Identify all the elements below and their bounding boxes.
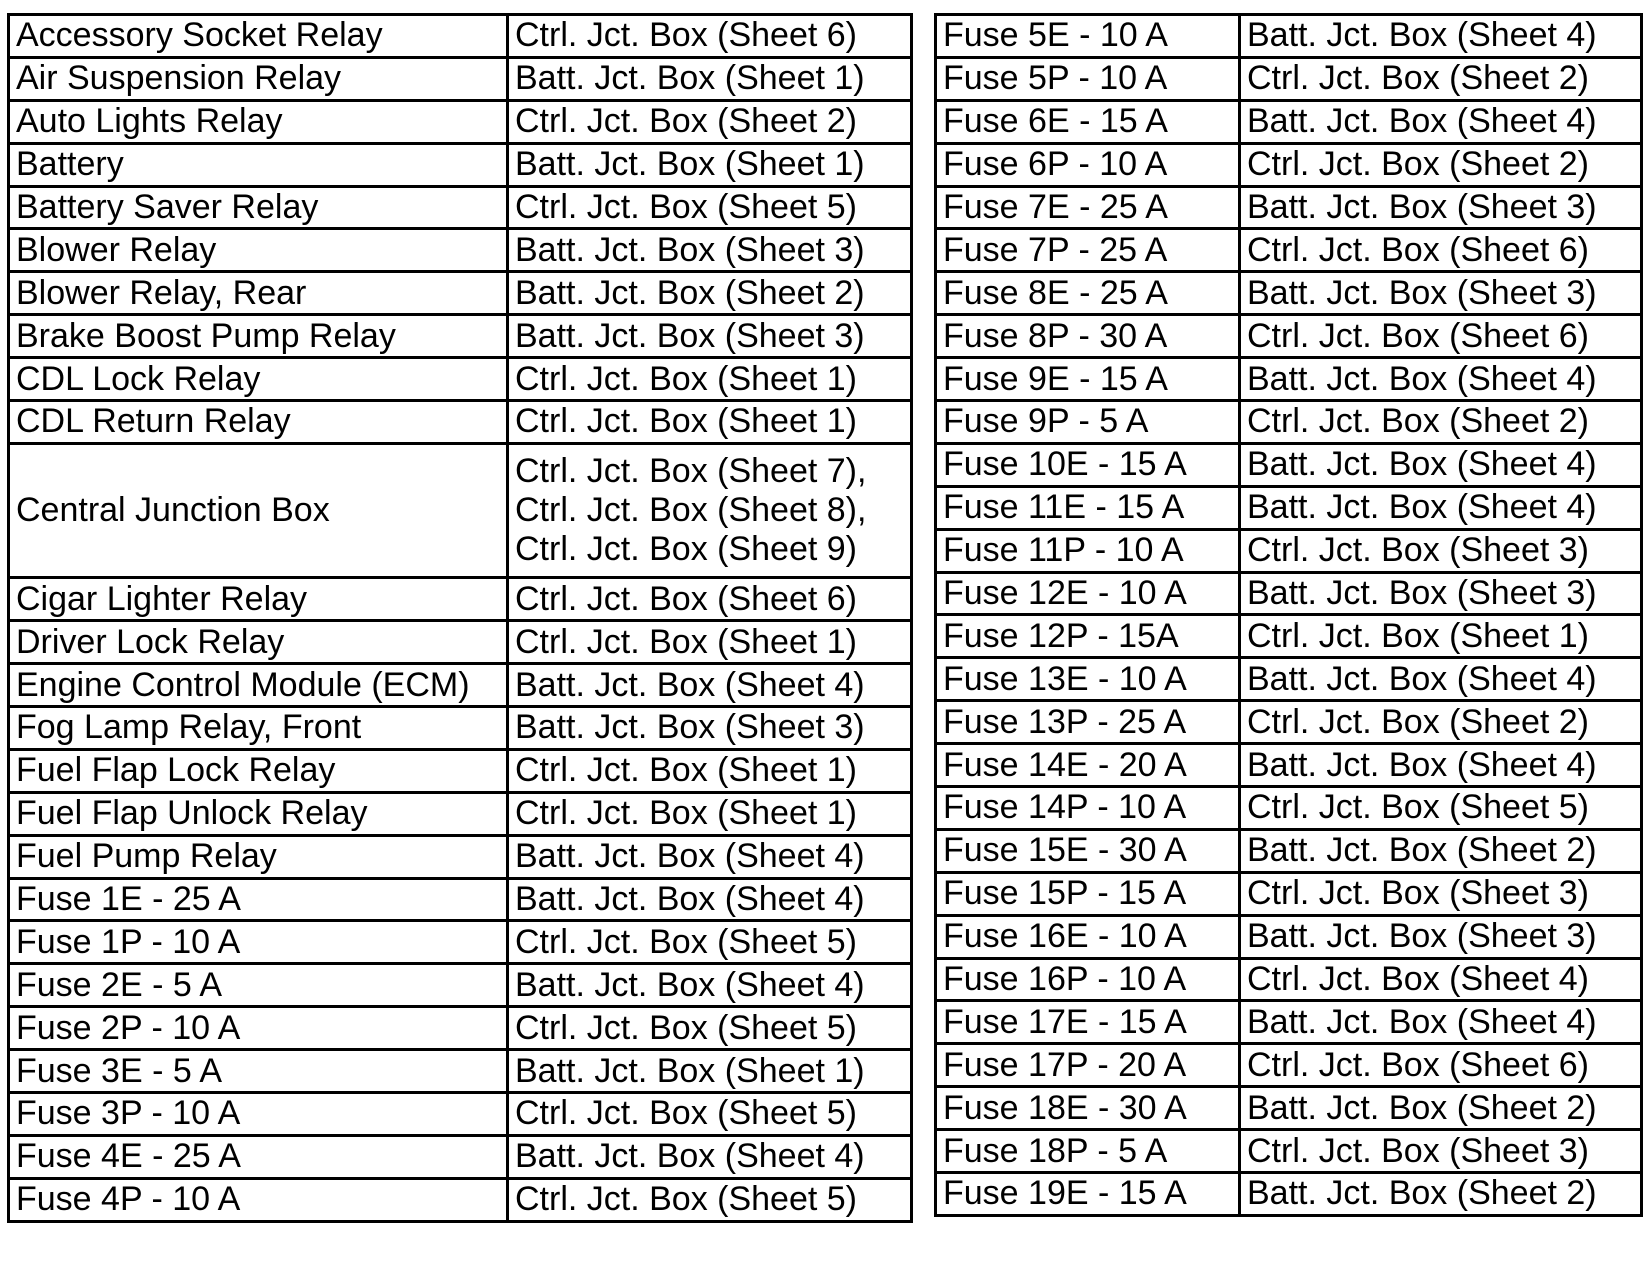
fuse-name-cell: Fuse 15E - 30 A	[936, 829, 1240, 872]
component-name-cell: Cigar Lighter Relay	[9, 578, 508, 621]
table-row	[9, 921, 912, 964]
location-cell: Batt. Jct. Box (Sheet 2)	[1240, 1173, 1642, 1216]
table-row	[9, 1178, 912, 1221]
location-cell: Batt. Jct. Box (Sheet 4)	[508, 835, 912, 878]
location-cell: Ctrl. Jct. Box (Sheet 2)	[1240, 401, 1642, 444]
fuse-name-cell: Fuse 12E - 10 A	[936, 572, 1240, 615]
location-cell: Batt. Jct. Box (Sheet 1)	[508, 143, 912, 186]
table-row	[936, 744, 1642, 787]
location-cell: Batt. Jct. Box (Sheet 4)	[508, 964, 912, 1007]
location-line: Ctrl. Jct. Box (Sheet 8),	[515, 491, 867, 530]
location-cell: Ctrl. Jct. Box (Sheet 6)	[508, 15, 912, 58]
fuse-name-cell: Fuse 9P - 5 A	[936, 401, 1240, 444]
table-row	[9, 15, 912, 58]
table-row	[9, 358, 912, 401]
fuse-name-cell: Fuse 18E - 30 A	[936, 1087, 1240, 1130]
fuse-name-cell: Fuse 13E - 10 A	[936, 658, 1240, 701]
table-row	[936, 615, 1642, 658]
component-name-cell: Fuse 2P - 10 A	[9, 1007, 508, 1050]
table-row	[9, 964, 912, 1007]
location-cell: Ctrl. Jct. Box (Sheet 2)	[1240, 701, 1642, 744]
component-name-cell: CDL Lock Relay	[9, 358, 508, 401]
fuse-name-cell: Fuse 18P - 5 A	[936, 1130, 1240, 1173]
location-cell: Ctrl. Jct. Box (Sheet 6)	[1240, 1044, 1642, 1087]
fuse-name-cell: Fuse 16P - 10 A	[936, 958, 1240, 1001]
fuse-name-cell: Fuse 17P - 20 A	[936, 1044, 1240, 1087]
table-row	[9, 186, 912, 229]
table-row	[9, 401, 912, 444]
location-cell: Ctrl. Jct. Box (Sheet 5)	[508, 1007, 912, 1050]
location-cell: Batt. Jct. Box (Sheet 4)	[508, 878, 912, 921]
table-row	[9, 578, 912, 621]
table-row	[936, 100, 1642, 143]
fuse-name-cell: Fuse 17E - 15 A	[936, 1001, 1240, 1044]
table-row	[9, 272, 912, 315]
location-cell: Batt. Jct. Box (Sheet 4)	[508, 664, 912, 707]
location-cell: Batt. Jct. Box (Sheet 4)	[1240, 1001, 1642, 1044]
table-row	[936, 529, 1642, 572]
location-cell: Batt. Jct. Box (Sheet 3)	[508, 315, 912, 358]
location-cell: Ctrl. Jct. Box (Sheet 1)	[508, 401, 912, 444]
component-name-cell: Fuse 1E - 25 A	[9, 878, 508, 921]
fuse-name-cell: Fuse 9E - 15 A	[936, 358, 1240, 401]
location-cell: Ctrl. Jct. Box (Sheet 6)	[1240, 315, 1642, 358]
fuse-name-cell: Fuse 14P - 10 A	[936, 787, 1240, 830]
table-row	[936, 443, 1642, 486]
location-cell: Batt. Jct. Box (Sheet 2)	[1240, 829, 1642, 872]
location-cell: Ctrl. Jct. Box (Sheet 5)	[508, 921, 912, 964]
table-row	[9, 443, 912, 577]
table-row	[9, 229, 912, 272]
table-row	[936, 915, 1642, 958]
location-cell: Batt. Jct. Box (Sheet 2)	[1240, 1087, 1642, 1130]
location-cell: Ctrl. Jct. Box (Sheet 1)	[1240, 615, 1642, 658]
component-name-cell: Central Junction Box	[9, 443, 508, 577]
fuse-name-cell: Fuse 14E - 20 A	[936, 744, 1240, 787]
table-row	[9, 835, 912, 878]
table-row	[9, 706, 912, 749]
location-cell: Batt. Jct. Box (Sheet 4)	[1240, 744, 1642, 787]
location-cell: Ctrl. Jct. Box (Sheet 5)	[1240, 787, 1642, 830]
table-row	[936, 1130, 1642, 1173]
location-cell: Ctrl. Jct. Box (Sheet 2)	[1240, 57, 1642, 100]
location-cell: Ctrl. Jct. Box (Sheet 5)	[508, 1178, 912, 1221]
table-row	[936, 1044, 1642, 1087]
location-cell: Batt. Jct. Box (Sheet 3)	[508, 229, 912, 272]
component-name-cell: Engine Control Module (ECM)	[9, 664, 508, 707]
fuse-name-cell: Fuse 16E - 10 A	[936, 915, 1240, 958]
table-row	[936, 787, 1642, 830]
component-name-cell: Battery	[9, 143, 508, 186]
component-name-cell: Blower Relay	[9, 229, 508, 272]
table-row	[936, 829, 1642, 872]
location-cell: Ctrl. Jct. Box (Sheet 2)	[508, 100, 912, 143]
location-cell: Ctrl. Jct. Box (Sheet 1)	[508, 792, 912, 835]
component-name-cell: Fuse 4E - 25 A	[9, 1135, 508, 1178]
table-row	[9, 792, 912, 835]
location-cell: Batt. Jct. Box (Sheet 3)	[1240, 272, 1642, 315]
table-row	[9, 1135, 912, 1178]
table-row	[936, 1087, 1642, 1130]
location-cell	[508, 443, 912, 577]
location-cell: Ctrl. Jct. Box (Sheet 3)	[1240, 529, 1642, 572]
fuse-name-cell: Fuse 5E - 10 A	[936, 15, 1240, 58]
component-name-cell: Blower Relay, Rear	[9, 272, 508, 315]
location-cell: Batt. Jct. Box (Sheet 3)	[508, 706, 912, 749]
table-row	[936, 143, 1642, 186]
component-name-cell: Fuse 1P - 10 A	[9, 921, 508, 964]
component-name-cell: CDL Return Relay	[9, 401, 508, 444]
component-name-cell: Driver Lock Relay	[9, 621, 508, 664]
location-cell: Batt. Jct. Box (Sheet 4)	[1240, 15, 1642, 58]
fuse-name-cell: Fuse 8P - 30 A	[936, 315, 1240, 358]
fuse-name-cell: Fuse 13P - 25 A	[936, 701, 1240, 744]
table-row	[936, 272, 1642, 315]
fuse-name-cell: Fuse 10E - 15 A	[936, 443, 1240, 486]
location-cell: Batt. Jct. Box (Sheet 4)	[1240, 100, 1642, 143]
location-cell: Batt. Jct. Box (Sheet 4)	[1240, 658, 1642, 701]
table-row	[936, 701, 1642, 744]
fuse-name-cell: Fuse 5P - 10 A	[936, 57, 1240, 100]
table-row	[936, 572, 1642, 615]
location-cell: Batt. Jct. Box (Sheet 4)	[1240, 443, 1642, 486]
fuse-name-cell: Fuse 11P - 10 A	[936, 529, 1240, 572]
fuse-name-cell: Fuse 6P - 10 A	[936, 143, 1240, 186]
table-row	[936, 315, 1642, 358]
location-cell: Batt. Jct. Box (Sheet 3)	[1240, 186, 1642, 229]
fuse-name-cell: Fuse 6E - 15 A	[936, 100, 1240, 143]
table-row	[936, 872, 1642, 915]
component-location-table-left	[7, 13, 913, 1223]
table-row	[9, 143, 912, 186]
fuse-name-cell: Fuse 19E - 15 A	[936, 1173, 1240, 1216]
location-cell: Ctrl. Jct. Box (Sheet 1)	[508, 358, 912, 401]
component-name-cell: Fuel Pump Relay	[9, 835, 508, 878]
table-row	[936, 57, 1642, 100]
table-row	[9, 878, 912, 921]
component-name-cell: Fuel Flap Unlock Relay	[9, 792, 508, 835]
component-name-cell: Battery Saver Relay	[9, 186, 508, 229]
location-cell: Batt. Jct. Box (Sheet 1)	[508, 1050, 912, 1093]
table-row	[936, 358, 1642, 401]
fuse-name-cell: Fuse 7P - 25 A	[936, 229, 1240, 272]
table-row	[9, 664, 912, 707]
location-cell: Ctrl. Jct. Box (Sheet 3)	[1240, 1130, 1642, 1173]
table-row	[9, 749, 912, 792]
fuse-name-cell: Fuse 11E - 15 A	[936, 486, 1240, 529]
location-cell: Batt. Jct. Box (Sheet 3)	[1240, 572, 1642, 615]
table-row	[936, 958, 1642, 1001]
component-name-cell: Fuse 4P - 10 A	[9, 1178, 508, 1221]
table-row	[936, 1001, 1642, 1044]
location-cell: Batt. Jct. Box (Sheet 2)	[508, 272, 912, 315]
component-name-cell: Fuse 3P - 10 A	[9, 1092, 508, 1135]
table-row	[936, 229, 1642, 272]
location-cell: Batt. Jct. Box (Sheet 4)	[1240, 486, 1642, 529]
component-name-cell: Brake Boost Pump Relay	[9, 315, 508, 358]
location-cell: Batt. Jct. Box (Sheet 3)	[1240, 915, 1642, 958]
location-cell: Ctrl. Jct. Box (Sheet 3)	[1240, 872, 1642, 915]
table-row	[936, 1173, 1642, 1216]
location-cell: Ctrl. Jct. Box (Sheet 4)	[1240, 958, 1642, 1001]
table-row	[9, 57, 912, 100]
table-row	[936, 486, 1642, 529]
location-cell: Ctrl. Jct. Box (Sheet 2)	[1240, 143, 1642, 186]
table-row	[9, 1050, 912, 1093]
fuse-name-cell: Fuse 15P - 15 A	[936, 872, 1240, 915]
component-name-cell: Accessory Socket Relay	[9, 15, 508, 58]
component-name-cell: Fuse 3E - 5 A	[9, 1050, 508, 1093]
component-name-cell: Auto Lights Relay	[9, 100, 508, 143]
location-cell: Batt. Jct. Box (Sheet 1)	[508, 57, 912, 100]
location-cell: Ctrl. Jct. Box (Sheet 1)	[508, 621, 912, 664]
location-cell: Batt. Jct. Box (Sheet 4)	[1240, 358, 1642, 401]
table-row	[936, 15, 1642, 58]
component-name-cell: Fog Lamp Relay, Front	[9, 706, 508, 749]
location-line: Ctrl. Jct. Box (Sheet 7),	[515, 452, 867, 491]
fuse-name-cell: Fuse 12P - 15A	[936, 615, 1240, 658]
location-cell: Batt. Jct. Box (Sheet 4)	[508, 1135, 912, 1178]
table-row	[9, 315, 912, 358]
table-row	[9, 621, 912, 664]
location-cell: Ctrl. Jct. Box (Sheet 5)	[508, 1092, 912, 1135]
table-row	[9, 1092, 912, 1135]
component-name-cell: Fuse 2E - 5 A	[9, 964, 508, 1007]
location-cell: Ctrl. Jct. Box (Sheet 6)	[508, 578, 912, 621]
fuse-name-cell: Fuse 8E - 25 A	[936, 272, 1240, 315]
location-cell: Ctrl. Jct. Box (Sheet 1)	[508, 749, 912, 792]
location-line: Ctrl. Jct. Box (Sheet 9)	[515, 530, 857, 569]
location-cell: Ctrl. Jct. Box (Sheet 5)	[508, 186, 912, 229]
fuse-name-cell: Fuse 7E - 25 A	[936, 186, 1240, 229]
component-name-cell: Fuel Flap Lock Relay	[9, 749, 508, 792]
table-row	[936, 186, 1642, 229]
table-row	[9, 1007, 912, 1050]
table-row	[936, 401, 1642, 444]
table-row	[9, 100, 912, 143]
location-cell: Ctrl. Jct. Box (Sheet 6)	[1240, 229, 1642, 272]
table-row	[936, 658, 1642, 701]
component-name-cell: Air Suspension Relay	[9, 57, 508, 100]
component-location-table-right	[934, 13, 1643, 1217]
